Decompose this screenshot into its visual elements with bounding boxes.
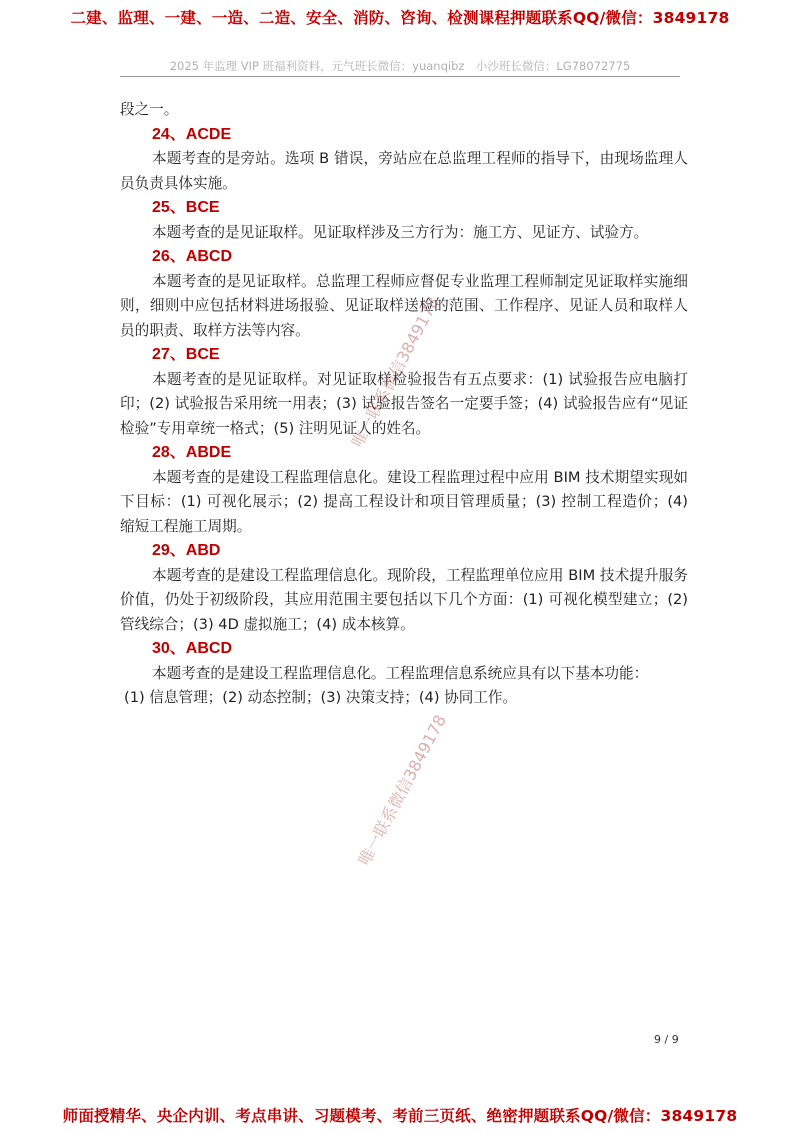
answer-label: 29、ABD <box>152 542 221 559</box>
watermark-text: 唯一联系微信3849178 <box>347 293 443 451</box>
answer-explanation: 本题考查的是建设工程监理信息化。现阶段，工程监理单位应用 BIM 技术提升服务价值，仍处于初级阶段，其应用范围主要包括以下几个方面：(1) 可视化模型建立；(2) 管线综合；(3) 4D 虚拟施工；(4) 成本核算。 <box>120 566 688 633</box>
answer-explanation: 本题考查的是见证取样。总监理工程师应督促专业监理工程师制定见证取样实施细则，细则中应包括材料进场报验、见证取样送检的范围、工作程序、见证人员和取样人员的职责、取样方法等内容。 <box>120 272 688 339</box>
answer-explanation: 本题考查的是见证取样。见证取样涉及三方行为：施工方、见证方、试验方。 <box>152 223 649 241</box>
page-header-text: 2025 年监理 VIP 班福利资料，元气班长微信：yuanqibz 小沙班长微信：LG78072775 <box>169 59 631 73</box>
answer-label: 24、ACDE <box>152 125 232 143</box>
answer-explanation: 本题考查的是旁站。选项 B 错误，旁站应在总监理工程师的指导下，由现场监理人员负责具体实施。 <box>120 150 688 192</box>
answer-label: 28、ABDE <box>152 444 232 461</box>
answer-explanation: 本题考查的是建设工程监理信息化。建设工程监理过程中应用 BIM 技术期望实现如下目标：(1) 可视化展示；(2) 提高工程设计和项目管理质量；(3) 控制工程造价；(4) 缩短工程施工周期。 <box>120 468 688 535</box>
answer-label: 25、BCE <box>152 199 220 216</box>
bottom-contact-banner: 师面授精华、央企内训、考点串讲、习题模考、考前三页纸、绝密押题联系QQ/微信：3849178 <box>62 1107 738 1125</box>
answer-explanation-continued: (1) 信息管理；(2) 动态控制；(3) 决策支持；(4) 协同工作。 <box>124 689 518 706</box>
answer-label: 27、BCE <box>152 346 220 363</box>
answer-label: 30、ABCD <box>152 640 233 657</box>
header-divider <box>120 76 680 77</box>
intro-text: 段之一。 <box>120 101 179 118</box>
answer-content <box>120 98 688 711</box>
answer-label: 26、ABCD <box>152 248 233 265</box>
top-contact-banner: 二建、监理、一建、一造、二造、安全、消防、咨询、检测课程押题联系QQ/微信：3849178 <box>70 9 730 27</box>
page-number: 9 / 9 <box>654 1033 679 1046</box>
watermark-text: 唯一联系微信3849178 <box>354 711 450 869</box>
answer-explanation: 本题考查的是建设工程监理信息化。工程监理信息系统应具有以下基本功能： <box>152 664 649 682</box>
answer-explanation: 本题考查的是见证取样。对见证取样检验报告有五点要求：(1) 试验报告应电脑打印；(2) 试验报告采用统一用表；(3) 试验报告签名一定要手签；(4) 试验报告应有“见证检验”专用章统一格式；(5) 注明见证人的姓名。 <box>120 370 688 437</box>
